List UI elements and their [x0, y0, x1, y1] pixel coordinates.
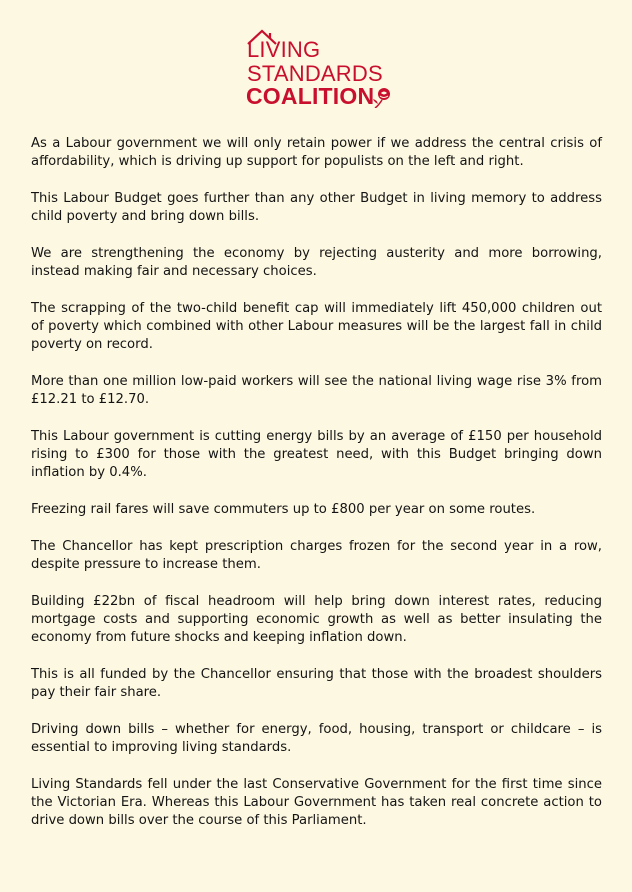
paragraph-living-wage: More than one million low-paid workers will see the national living wage rise 3% from £12.21 to £12.70. [31, 374, 602, 407]
paragraph-economy: We are strengthening the economy by rejecting austerity and more borrowing, instead making fair and necessary choices. [31, 246, 602, 279]
logo-line-living: LIVING [247, 37, 321, 62]
paragraph-driving-down-bills: Driving down bills – whether for energy, food, housing, transport or childcare – is essential to improving living standards. [31, 722, 602, 755]
paragraph-two-child-cap: The scrapping of the two-child benefit cap will immediately lift 450,000 children out of poverty which combined with other Labour measures will be the largest fall in child poverty on record. [31, 301, 602, 352]
paragraph-rail-fares: Freezing rail fares will save commuters up to £800 per year on some routes. [31, 502, 536, 517]
living-standards-coalition-logo [244, 24, 394, 108]
paragraph-fiscal-headroom: Building £22bn of fiscal headroom will help bring down interest rates, reducing mortgage costs and supporting economic growth as well as better insulating the economy from future shocks and keeping inflation down. [31, 594, 602, 645]
paragraph-living-standards: Living Standards fell under the last Conservative Government for the first time since the Victorian Era. Whereas this Labour Government has taken real concrete action to drive down bills over the course of this Parliament. [31, 777, 602, 828]
logo-line-standards: STANDARDS [247, 61, 383, 86]
rose-icon [373, 88, 390, 108]
logo-line-coalition: COALITION [246, 83, 375, 109]
paragraph-child-poverty-budget: This Labour Budget goes further than any other Budget in living memory to address child poverty and bring down bills. [31, 191, 602, 224]
statement-body [31, 135, 602, 849]
paragraph-fair-share: This is all funded by the Chancellor ensuring that those with the broadest shoulders pay their fair share. [31, 667, 602, 700]
paragraph-energy-bills: This Labour government is cutting energy bills by an average of £150 per household rising to £300 for those with the greatest need, with this Budget bringing down inflation by 0.4%. [31, 429, 602, 480]
paragraph-affordability: As a Labour government we will only retain power if we address the central crisis of affordability, which is driving up support for populists on the left and right. [31, 136, 602, 169]
paragraph-prescriptions: The Chancellor has kept prescription charges frozen for the second year in a row, despite pressure to increase them. [31, 539, 602, 572]
